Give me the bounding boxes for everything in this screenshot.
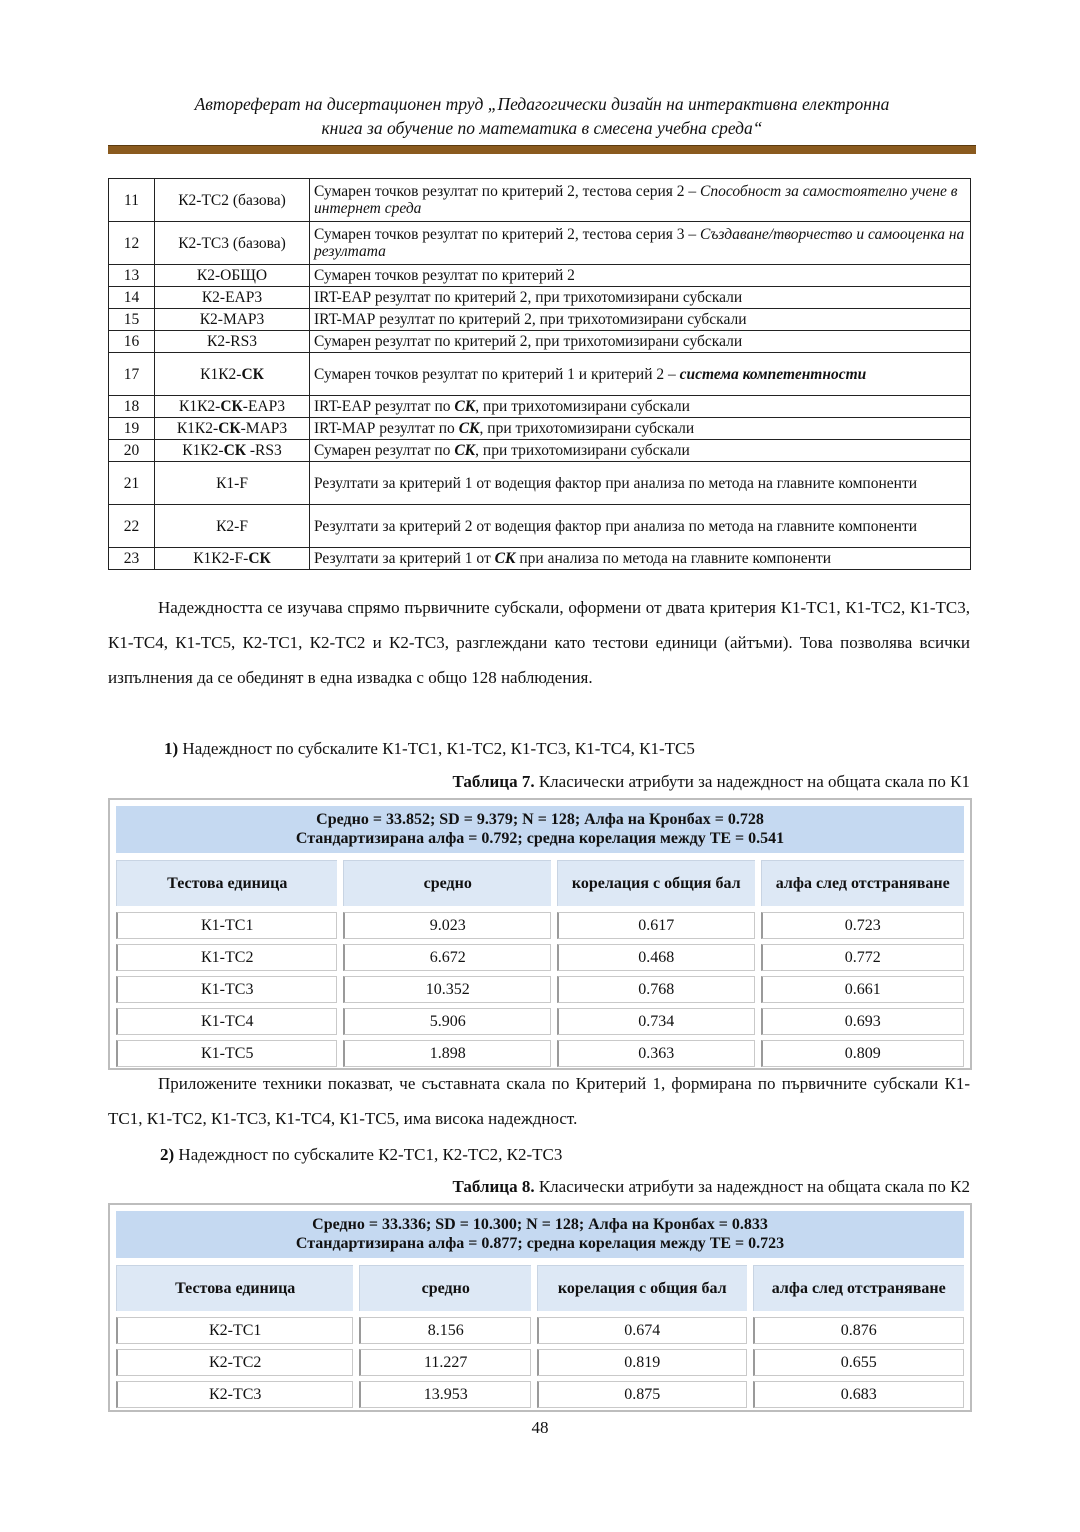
table-7-caption-label: Таблица 7. [452, 772, 535, 791]
table-cell: 1.898 [343, 1040, 551, 1067]
table-8-caption-label: Таблица 8. [452, 1177, 535, 1196]
variable-code [155, 396, 310, 418]
text-run: К1К2-F- [193, 550, 249, 567]
column-header: алфа след отстраняване [753, 1265, 964, 1311]
table-cell: К2-ТС2 [116, 1349, 353, 1376]
row-number: 13 [109, 265, 155, 287]
text-run: СК [458, 420, 480, 437]
table-row [116, 1008, 964, 1035]
table-cell: 0.363 [557, 1040, 755, 1067]
variable-code [155, 548, 310, 570]
variable-description [310, 418, 971, 440]
text-run: Сумарен точков резултат по критерий 2, тестова серия 3 – [314, 226, 701, 243]
table-row [116, 976, 964, 1003]
table-cell: 0.693 [761, 1008, 965, 1035]
variable-code [155, 265, 310, 287]
list-item-1-number: 1) [164, 739, 179, 758]
table-cell: 0.723 [761, 912, 965, 939]
row-number: 19 [109, 418, 155, 440]
variable-code [155, 505, 310, 548]
variable-description [310, 179, 971, 222]
table-row [109, 462, 971, 505]
table-cell: 0.674 [537, 1317, 747, 1344]
text-run: IRT-ЕАР резултат по [314, 398, 455, 415]
table-row [109, 396, 971, 418]
column-header: корелация с общия бал [537, 1265, 747, 1311]
table-cell: 11.227 [359, 1349, 531, 1376]
row-number: 14 [109, 287, 155, 309]
table-cell: 0.683 [753, 1381, 964, 1408]
table-cell: 0.655 [753, 1349, 964, 1376]
text-run: К2-ТС2 (базова) [178, 191, 286, 209]
table-row [109, 179, 971, 222]
table-7-summary-line-1: Средно = 33.852; SD = 9.379; N = 128; Алфа на Кронбах = 0.728 [316, 811, 764, 828]
table-cell: 0.617 [557, 912, 755, 939]
text-run: СК [220, 398, 243, 415]
text-run: , при трихотомизирани субскали [479, 420, 695, 437]
row-number: 20 [109, 440, 155, 462]
text-run: Резултати за критерий 1 от [314, 550, 495, 567]
variable-code [155, 440, 310, 462]
text-run: IRT-МАР резултат по критерий 2, при трихотомизирани субскали [314, 311, 747, 328]
variable-description [310, 440, 971, 462]
text-run: СК [223, 442, 247, 459]
variable-code [155, 418, 310, 440]
text-run: К1К2- [179, 398, 221, 415]
text-run: -МАР3 [240, 420, 288, 437]
table-row [109, 440, 971, 462]
table-7-body [110, 912, 970, 1067]
table-cell: К1-ТС2 [116, 944, 337, 971]
column-header: корелация с общия бал [557, 860, 755, 906]
text-run: СК [218, 420, 241, 437]
text-run: К1К2- [176, 420, 219, 437]
table-row [116, 1349, 964, 1376]
table-row [109, 505, 971, 548]
text-run: Резултати за критерий 1 от водещия фактор при анализа по метода на главните компоненти [314, 474, 918, 492]
table-row [116, 1381, 964, 1408]
table-cell: 5.906 [343, 1008, 551, 1035]
text-run: Сумарен точков резултат по критерий 1 и критерий 2 – [314, 365, 680, 383]
page-header [108, 92, 976, 140]
text-run: Способност за самостоятелно учене в интернет среда [314, 183, 958, 217]
row-number: 16 [109, 331, 155, 353]
row-number: 12 [109, 222, 155, 265]
table-8-header-row [116, 1265, 964, 1311]
text-run: при анализа по метода на главните компоненти [515, 550, 832, 567]
variable-code [155, 222, 310, 265]
list-item-2-number: 2) [160, 1145, 175, 1164]
text-run: СК [494, 550, 516, 567]
header-line-2: книга за обучение по математика в смесена учебна среда“ [321, 118, 763, 138]
table-row [109, 287, 971, 309]
variable-description [310, 331, 971, 353]
table-7-summary-line-2: Стандартизирана алфа = 0.792; средна корелация между ТЕ = 0.541 [295, 830, 785, 847]
text-run: К2-ТС3 (базова) [178, 234, 286, 252]
variable-description [310, 353, 971, 396]
text-run: К2-ОБЩО [196, 267, 268, 284]
table-7-header-row [116, 860, 964, 906]
variable-description [310, 309, 971, 331]
table-8-summary-line-2: Стандартизирана алфа = 0.877; средна корелация между ТЕ = 0.723 [295, 1235, 785, 1252]
variable-code [155, 462, 310, 505]
table-cell: К1-ТС4 [116, 1008, 337, 1035]
table-8-caption [452, 1177, 970, 1197]
table-7 [108, 798, 972, 1070]
table-cell: 9.023 [343, 912, 551, 939]
variable-code [155, 179, 310, 222]
variable-code [155, 353, 310, 396]
paragraph-reliability: Надеждността се изучава спрямо първичните субскали, оформени от двата критерия К1-ТС1, К1-ТС2, К1-ТС3, К1-ТС4, К1-ТС5, К2-ТС1, К2-ТС2 и К2-ТС3, разглеждани като тестови единици (айтъми). Това позволява всички изпълнения да се обединят в една извадка с общо 128 наблюдения. [108, 598, 970, 687]
table-cell: 0.819 [537, 1349, 747, 1376]
table-row [116, 912, 964, 939]
variable-description [310, 287, 971, 309]
table-8 [108, 1203, 972, 1412]
variable-description [310, 222, 971, 265]
table-cell: К1-ТС5 [116, 1040, 337, 1067]
table-cell: 10.352 [343, 976, 551, 1003]
text-run: СК [454, 398, 476, 415]
variables-table [108, 178, 971, 570]
list-item-2-text: Надеждност по субскалите К2-ТС1, К2-ТС2, К2-ТС3 [174, 1145, 563, 1164]
list-item-1-text: Надеждност по субскалите К1-ТС1, К1-ТС2, К1-ТС3, К1-ТС4, К1-ТС5 [178, 739, 695, 758]
text-run: К1-F [216, 474, 248, 492]
text-run: , при трихотомизирани субскали [475, 398, 690, 415]
text-run: Сумарен резултат по [314, 442, 455, 459]
table-cell: 0.772 [761, 944, 965, 971]
table-7-summary [116, 806, 964, 853]
table-8-summary-line-1: Средно = 33.336; SD = 10.300; N = 128; Алфа на Кронбах = 0.833 [312, 1216, 768, 1233]
text-run: Създаване/творчество и самооценка на резултата [314, 226, 965, 260]
table-cell: К2-ТС3 [116, 1381, 353, 1408]
text-run: Сумарен точков резултат по критерий 2, тестова серия 2 – [314, 183, 701, 200]
paragraph-conclusion: Приложените техники показват, че съставната скала по Критерий 1, формирана по първичните субскали К1-ТС1, К1-ТС2, К1-ТС3, К1-ТС4, К1-ТС5, има висока надеждност. [108, 1074, 970, 1128]
table-7-caption-text: Класически атрибути за надеждност на общата скала по К1 [534, 772, 970, 791]
column-header: средно [343, 860, 551, 906]
text-run: система компетентности [679, 365, 867, 383]
column-header: алфа след отстраняване [761, 860, 965, 906]
table-8-caption-text: Класически атрибути за надеждност на общата скала по К2 [534, 1177, 970, 1196]
variable-description [310, 265, 971, 287]
variable-description [310, 505, 971, 548]
row-number: 18 [109, 396, 155, 418]
row-number: 22 [109, 505, 155, 548]
page-number: 48 [531, 1418, 549, 1437]
table-cell: К1-ТС3 [116, 976, 337, 1003]
text-run: Сумарен резултат по критерий 2, при трихотомизирани субскали [314, 333, 743, 350]
text-run: IRT-ЕАР резултат по критерий 2, при трихотомизирани субскали [314, 289, 743, 306]
variable-description [310, 462, 971, 505]
variable-code [155, 309, 310, 331]
row-number: 17 [109, 353, 155, 396]
table-cell: 0.875 [537, 1381, 747, 1408]
column-header: Тестова единица [116, 1265, 353, 1311]
column-header: средно [359, 1265, 531, 1311]
text-run: Сумарен точков резултат по критерий 2 [314, 267, 575, 284]
row-number: 11 [109, 179, 155, 222]
table-row [109, 265, 971, 287]
row-number: 21 [109, 462, 155, 505]
text-run: IRT-МАР резултат по [314, 420, 459, 437]
text-run: -ЕАР3 [242, 398, 285, 415]
table-cell: 8.156 [359, 1317, 531, 1344]
table-row [109, 222, 971, 265]
table-row [109, 548, 971, 570]
table-row [109, 331, 971, 353]
table-row [109, 418, 971, 440]
table-cell: 0.876 [753, 1317, 964, 1344]
variable-code [155, 287, 310, 309]
table-row [109, 353, 971, 396]
table-cell: К1-ТС1 [116, 912, 337, 939]
text-run: -RS3 [246, 442, 282, 459]
table-cell: 0.734 [557, 1008, 755, 1035]
row-number: 15 [109, 309, 155, 331]
table-8-body [110, 1317, 970, 1408]
header-rule [108, 145, 976, 154]
text-run: СК [454, 442, 476, 459]
table-8-summary [116, 1211, 964, 1258]
table-7-caption [452, 772, 970, 792]
text-run: К2-ЕАР3 [201, 289, 263, 306]
list-item-2 [108, 1137, 970, 1172]
table-row [116, 1040, 964, 1067]
text-run: К2-МАР3 [199, 311, 265, 328]
table-row [116, 944, 964, 971]
table-row [116, 1317, 964, 1344]
list-item-1 [108, 731, 970, 766]
table-row [109, 309, 971, 331]
table-cell: 0.468 [557, 944, 755, 971]
text-run: К1К2- [182, 442, 224, 459]
header-line-1: Автореферат на дисертационен труд „Педагогически дизайн на интерактивна електронна [194, 94, 890, 114]
table-cell: 0.661 [761, 976, 965, 1003]
column-header: Тестова единица [116, 860, 337, 906]
table-cell: 6.672 [343, 944, 551, 971]
row-number: 23 [109, 548, 155, 570]
variable-description [310, 548, 971, 570]
table-cell: 0.768 [557, 976, 755, 1003]
text-run: Резултати за критерий 2 от водещия фактор при анализа по метода на главните компоненти [314, 517, 918, 535]
text-run: СК [248, 550, 271, 567]
table-cell: К2-ТС1 [116, 1317, 353, 1344]
table-cell: 0.809 [761, 1040, 965, 1067]
variable-code [155, 331, 310, 353]
table-cell: 13.953 [359, 1381, 531, 1408]
text-run: К2-F [216, 517, 248, 535]
text-run: , при трихотомизирани субскали [475, 442, 690, 459]
variable-description [310, 396, 971, 418]
text-run: К1К2- [200, 365, 242, 383]
text-run: СК [241, 365, 264, 383]
text-run: К2-RS3 [207, 333, 257, 350]
